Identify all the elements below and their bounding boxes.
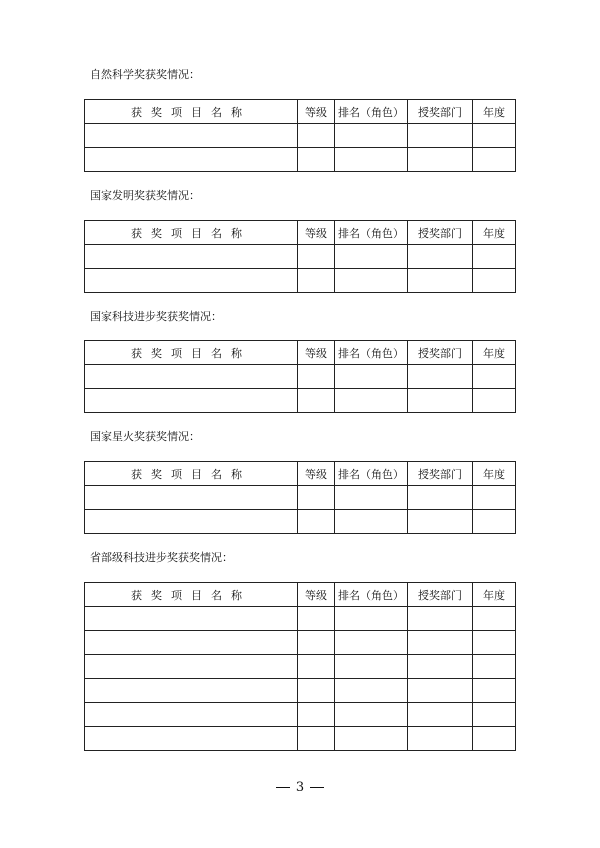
table-cell[interactable] [473,607,516,631]
column-header: 获奖项目名称 [85,583,298,607]
column-header: 等级 [298,100,335,124]
table-cell[interactable] [408,269,473,293]
table-row [85,679,516,703]
table-cell[interactable] [473,365,516,389]
table-cell[interactable] [298,510,335,534]
award-table [84,582,516,751]
table-header-row [85,583,516,607]
table-cell[interactable] [85,679,298,703]
table-row [85,510,516,534]
table-cell[interactable] [408,124,473,148]
table-cell[interactable] [298,631,335,655]
table-cell[interactable] [85,655,298,679]
table-cell[interactable] [473,631,516,655]
table-cell[interactable] [298,148,335,172]
table-cell[interactable] [473,510,516,534]
table-row [85,486,516,510]
table-cell[interactable] [473,245,516,269]
column-header: 授奖部门 [408,583,473,607]
column-header: 获奖项目名称 [85,221,298,245]
table-cell[interactable] [408,703,473,727]
column-header: 等级 [298,462,335,486]
table-cell[interactable] [85,245,298,269]
table-row [85,389,516,413]
table-cell[interactable] [473,389,516,413]
table-cell[interactable] [298,679,335,703]
table-cell[interactable] [85,269,298,293]
column-header: 授奖部门 [408,100,473,124]
table-cell[interactable] [408,510,473,534]
section-title: 国家星火奖获奖情况： [90,430,200,443]
table-header-row [85,100,516,124]
table-cell[interactable] [335,148,408,172]
table-row [85,365,516,389]
table-header-row [85,221,516,245]
column-header: 排名（角色） [335,221,408,245]
table-row [85,124,516,148]
table-cell[interactable] [85,124,298,148]
table-cell[interactable] [85,148,298,172]
table-cell[interactable] [408,631,473,655]
section-title: 省部级科技进步奖获奖情况： [90,551,233,564]
table-header-row [85,462,516,486]
table-cell[interactable] [473,703,516,727]
award-table [84,220,516,293]
page-number [0,780,600,795]
table-cell[interactable] [85,510,298,534]
page-number-value: 3 [295,780,305,795]
dash-left [276,787,290,788]
table-cell[interactable] [473,124,516,148]
table-cell[interactable] [473,679,516,703]
table-cell[interactable] [298,269,335,293]
table-cell[interactable] [408,655,473,679]
table-cell[interactable] [298,389,335,413]
column-header: 获奖项目名称 [85,341,298,365]
table-cell[interactable] [408,245,473,269]
table-row [85,245,516,269]
column-header: 年度 [473,583,516,607]
column-header: 年度 [473,341,516,365]
column-header: 排名（角色） [335,341,408,365]
table-cell[interactable] [85,607,298,631]
table-cell[interactable] [85,365,298,389]
table-cell[interactable] [298,486,335,510]
column-header: 等级 [298,221,335,245]
table-cell[interactable] [298,245,335,269]
table-cell[interactable] [473,148,516,172]
table-cell[interactable] [408,389,473,413]
table-cell[interactable] [335,679,408,703]
table-cell[interactable] [473,269,516,293]
table-row [85,631,516,655]
section-title: 自然科学奖获奖情况： [90,68,200,81]
table-row [85,655,516,679]
table-cell[interactable] [298,727,335,751]
table-cell[interactable] [335,655,408,679]
table-cell[interactable] [408,486,473,510]
table-cell[interactable] [335,510,408,534]
column-header: 授奖部门 [408,221,473,245]
table-cell[interactable] [408,365,473,389]
table-cell[interactable] [335,631,408,655]
table-row [85,727,516,751]
table-cell[interactable] [335,389,408,413]
table-row [85,703,516,727]
table-cell[interactable] [408,148,473,172]
table-cell[interactable] [335,703,408,727]
table-cell[interactable] [335,486,408,510]
table-cell[interactable] [335,727,408,751]
table-cell[interactable] [473,486,516,510]
table-header-row [85,341,516,365]
column-header: 获奖项目名称 [85,462,298,486]
table-cell[interactable] [335,124,408,148]
column-header: 年度 [473,100,516,124]
table-row [85,148,516,172]
table-cell[interactable] [408,607,473,631]
table-cell[interactable] [335,245,408,269]
table-cell[interactable] [298,124,335,148]
column-header: 授奖部门 [408,462,473,486]
table-cell[interactable] [298,655,335,679]
table-cell[interactable] [85,703,298,727]
table-cell[interactable] [85,486,298,510]
table-cell[interactable] [408,727,473,751]
table-cell[interactable] [408,679,473,703]
section-title: 国家发明奖获奖情况： [90,189,200,202]
table-cell[interactable] [335,607,408,631]
column-header: 排名（角色） [335,462,408,486]
table-cell[interactable] [335,269,408,293]
column-header: 排名（角色） [335,583,408,607]
award-table [84,340,516,413]
column-header: 排名（角色） [335,100,408,124]
column-header: 年度 [473,221,516,245]
table-cell[interactable] [473,727,516,751]
table-cell[interactable] [298,703,335,727]
table-cell[interactable] [85,389,298,413]
table-cell[interactable] [335,365,408,389]
column-header: 年度 [473,462,516,486]
table-cell[interactable] [85,631,298,655]
award-table [84,461,516,534]
dash-right [310,787,324,788]
table-cell[interactable] [298,365,335,389]
table-row [85,607,516,631]
award-table [84,99,516,172]
column-header: 等级 [298,583,335,607]
table-cell[interactable] [85,727,298,751]
table-cell[interactable] [298,607,335,631]
table-cell[interactable] [473,655,516,679]
column-header: 获奖项目名称 [85,100,298,124]
column-header: 等级 [298,341,335,365]
table-row [85,269,516,293]
column-header: 授奖部门 [408,341,473,365]
section-title: 国家科技进步奖获奖情况： [90,310,222,323]
